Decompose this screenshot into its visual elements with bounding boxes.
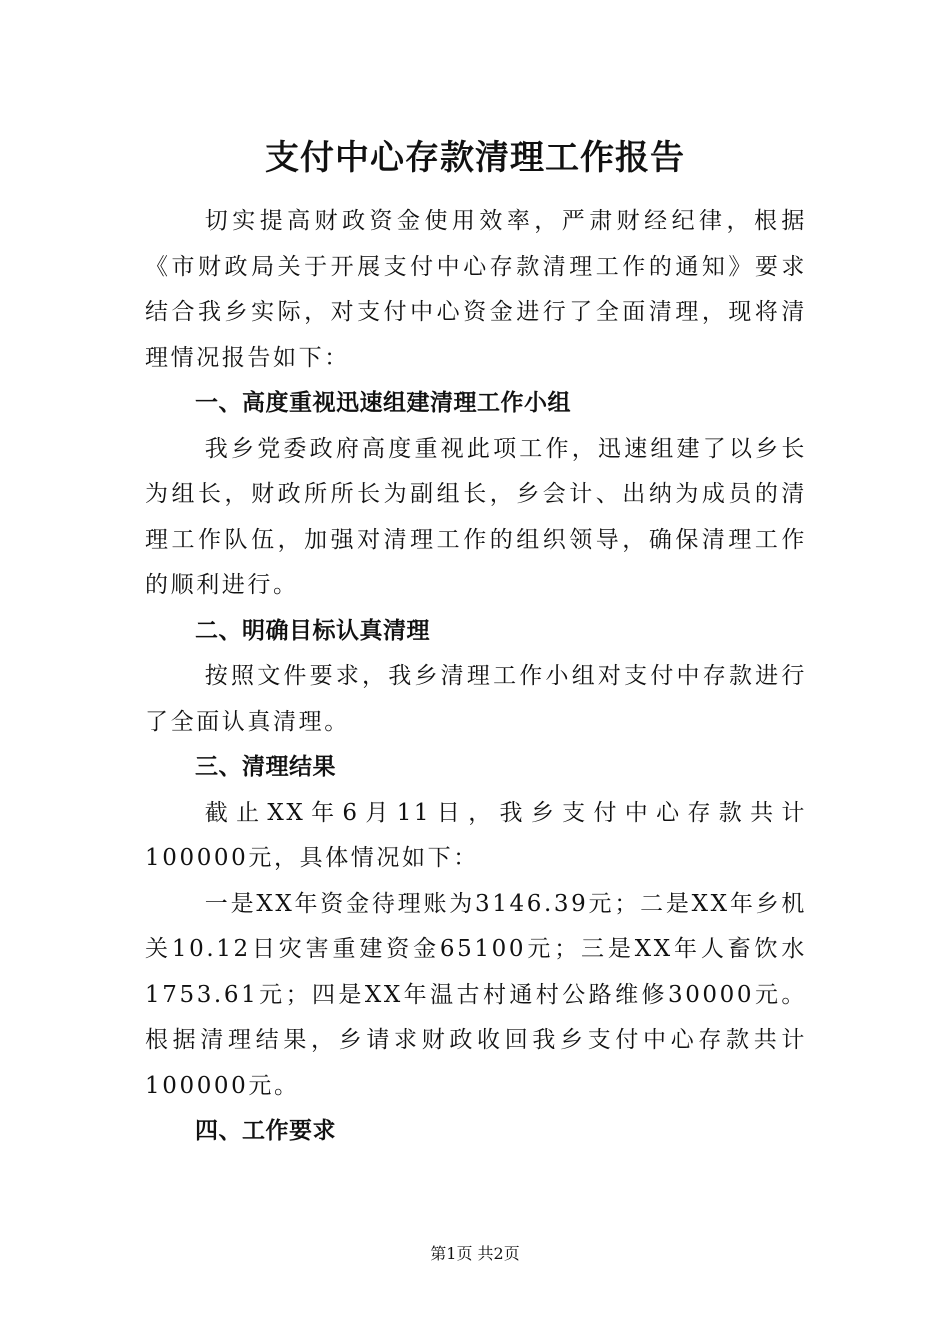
document-body: [145, 199, 807, 1155]
document-title: 支付中心存款清理工作报告: [265, 138, 685, 178]
section-1-paragraph: 我乡党委政府高度重视此项工作，迅速组建了以乡长为组长，财政所所长为副组长，乡会计、出纳为成员的清理工作队伍，加强对清理工作的组织领导，确保清理工作的顺利进行。: [145, 435, 807, 598]
section-heading-4: 四、工作要求: [195, 1118, 336, 1144]
page-footer: 第1页 共2页: [430, 1244, 520, 1263]
section-heading-1: 一、高度重视迅速组建清理工作小组: [195, 390, 571, 416]
section-heading-3: 三、清理结果: [195, 754, 336, 780]
section-3-paragraph-2: 一是XX年资金待理账为3146.39元；二是XX年乡机关10.12日灾害重建资金65100元；三是XX年人畜饮水1753.61元；四是XX年温古村通村公路维修30000元。根据清理结果，乡请求财政收回我乡支付中心存款共计100000元。: [145, 890, 807, 1099]
section-2-paragraph: 按照文件要求，我乡清理工作小组对支付中存款进行了全面认真清理。: [145, 663, 807, 735]
intro-paragraph: 切实提高财政资金使用效率，严肃财经纪律，根据《市财政局关于开展支付中心存款清理工作的通知》要求结合我乡实际，对支付中心资金进行了全面清理，现将清理情况报告如下：: [145, 208, 807, 371]
section-3-paragraph-1: 截止XX年6月11日，我乡支付中心存款共计100000元，具体情况如下：: [145, 799, 807, 871]
section-heading-2: 二、明确目标认真清理: [195, 617, 430, 644]
